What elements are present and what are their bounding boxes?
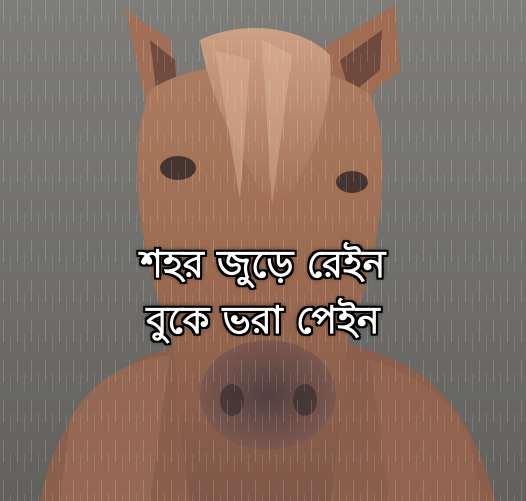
caption-line-2: বুকে ভরা পেইন xyxy=(146,298,380,342)
meme-caption xyxy=(0,236,526,348)
caption-line-1: শহর জুড়ে রেইন xyxy=(140,242,386,286)
